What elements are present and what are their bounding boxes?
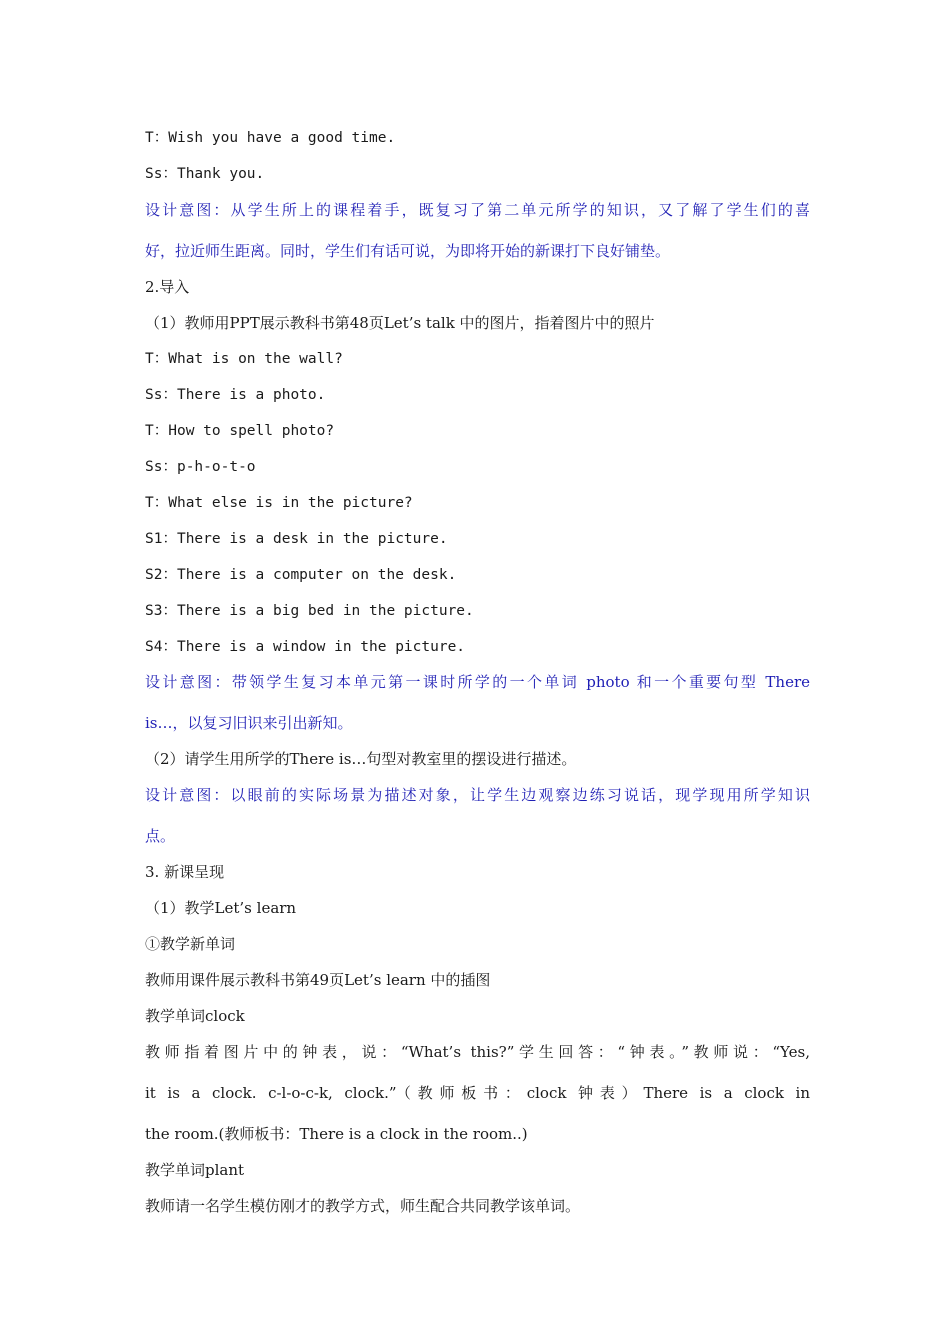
- design-intent-paragraph-cont: 点。: [145, 827, 176, 845]
- design-intent-paragraph: 设计意图：以眼前的实际场景为描述对象，让学生边观察边练习说话，现学现用所学知识: [145, 786, 810, 804]
- instruction-paragraph-cont: it is a clock. c-l-o-c-k, clock.”（教师板书：clock 钟表）There is a clock in: [145, 1084, 810, 1102]
- dialogue-line-s4: S4：There is a window in the picture.: [145, 639, 466, 655]
- section-heading-new-lesson: 3. 新课呈现: [145, 863, 225, 881]
- instruction-line: 教师用课件展示教科书第49页Let’s learn 中的插图: [145, 971, 491, 989]
- instruction-paragraph-end: the room.(教师板书：There is a clock in the room..): [145, 1125, 528, 1143]
- dialogue-line-teacher: T：How to spell photo?: [145, 423, 335, 439]
- design-intent-paragraph: 设计意图：从学生所上的课程着手，既复习了第二单元所学的知识，又了解了学生们的喜: [145, 201, 810, 219]
- dialogue-line-teacher: T：What is on the wall?: [145, 351, 343, 367]
- dialogue-line-s2: S2：There is a computer on the desk.: [145, 567, 457, 583]
- design-intent-paragraph-cont: is…，以复习旧识来引出新知。: [145, 714, 353, 732]
- dialogue-line-s3: S3：There is a big bed in the picture.: [145, 603, 474, 619]
- step-1-instruction: （1）教师用PPT展示教科书第48页Let’s talk 中的图片，指着图片中的照片: [145, 314, 655, 332]
- design-intent-paragraph: 设计意图：带领学生复习本单元第一课时所学的一个单词 photo 和一个重要句型 There: [145, 673, 810, 691]
- word-heading-clock: 教学单词clock: [145, 1007, 245, 1025]
- step-2-instruction: （2）请学生用所学的There is…句型对教室里的摆设进行描述。: [145, 750, 577, 768]
- dialogue-line-students: Ss：p-h-o-t-o: [145, 459, 256, 475]
- dialogue-line-teacher: T：Wish you have a good time.: [145, 130, 396, 146]
- dialogue-line-teacher: T：What else is in the picture?: [145, 495, 413, 511]
- design-intent-paragraph-cont: 好，拉近师生距离。同时，学生们有话可说，为即将开始的新课打下良好铺垫。: [145, 242, 671, 260]
- step-1-heading: （1）教学Let’s learn: [145, 899, 297, 917]
- instruction-paragraph: 教师指着图片中的钟表，说：“What’s this?”学生回答：“钟表。”教师说：“Yes,: [145, 1043, 810, 1061]
- dialogue-line-students: Ss：There is a photo.: [145, 387, 326, 403]
- word-heading-plant: 教学单词plant: [145, 1161, 245, 1179]
- dialogue-line-students: Ss：Thank you.: [145, 166, 265, 182]
- instruction-line: 教师请一名学生模仿刚才的教学方式，师生配合共同教学该单词。: [145, 1197, 581, 1215]
- section-heading-intro: 2.导入: [145, 278, 190, 296]
- dialogue-line-s1: S1：There is a desk in the picture.: [145, 531, 448, 547]
- sub-step-heading: ①教学新单词: [145, 935, 236, 953]
